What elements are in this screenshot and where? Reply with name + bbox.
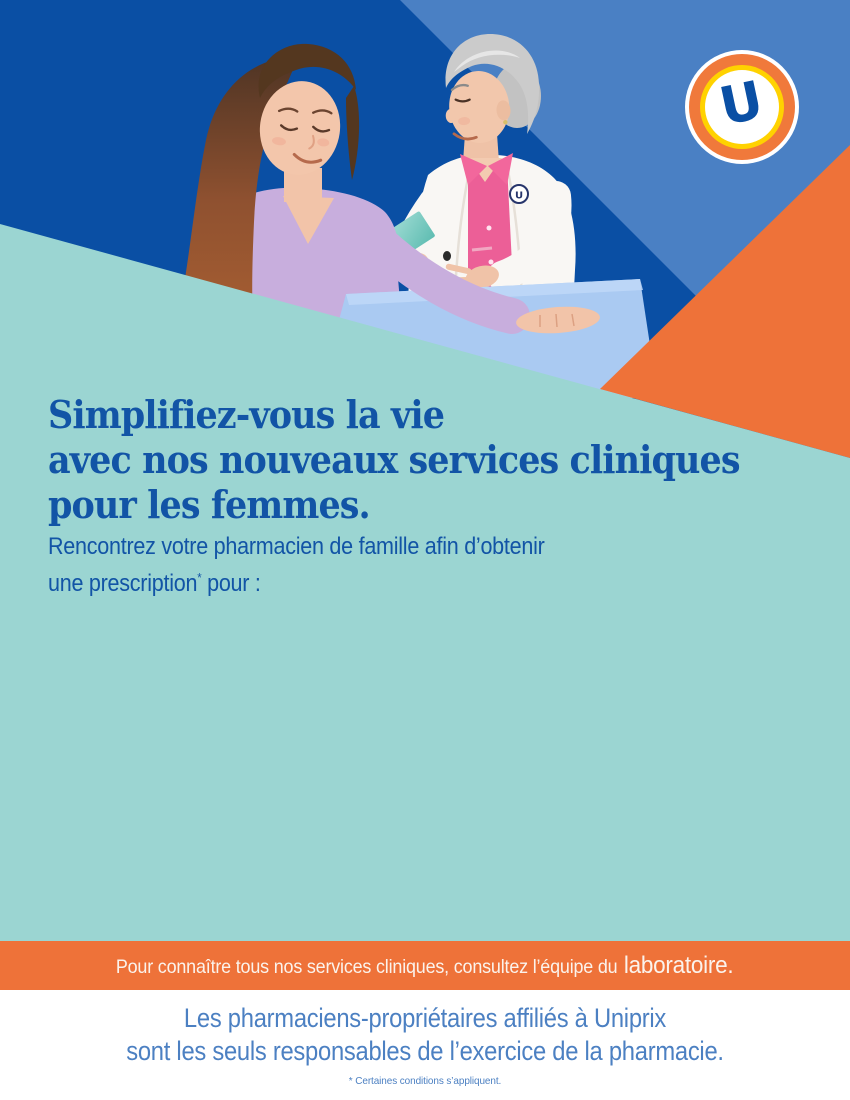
banner-text xyxy=(116,952,734,980)
uniprix-logo xyxy=(685,50,799,164)
coat-button xyxy=(443,251,451,261)
banner-text-main: Pour connaître tous nos services cliniques, consultez l’équipe du xyxy=(116,955,618,978)
uniprix-badge-pin xyxy=(510,185,528,203)
coat-pocket xyxy=(472,248,492,250)
logo-orange-ring xyxy=(689,54,795,160)
banner-text-emphasis: laboratoire. xyxy=(624,951,734,979)
page-title xyxy=(48,392,740,527)
asterisk-note-marker: * xyxy=(197,570,202,585)
headline-line-2: avec nos nouveaux services cliniques xyxy=(48,437,740,482)
services-banner xyxy=(0,941,850,990)
legal-footer xyxy=(0,990,850,1100)
conditions-note: * Certaines conditions s’appliquent. xyxy=(348,1075,502,1087)
headline-line-3: pour les femmes. xyxy=(48,482,370,527)
intro-text xyxy=(48,531,545,599)
legal-line-1: Les pharmaciens-propriétaires affiliés à Uniprix xyxy=(183,1003,667,1033)
intro-line-2: une prescription* pour : xyxy=(48,570,261,597)
logo-letter: U xyxy=(714,70,769,138)
headline-line-1: Simplifiez-vous la vie xyxy=(48,392,445,437)
legal-text xyxy=(51,1002,799,1068)
legal-line-2: sont les seuls responsables de l’exercice de la pharmacie. xyxy=(126,1036,724,1066)
logo-yellow-ring xyxy=(700,65,784,149)
logo-core xyxy=(705,70,779,144)
svg-text:U: U xyxy=(514,190,524,202)
intro-line-1: Rencontrez votre pharmacien de famille afin d’obtenir xyxy=(48,533,545,560)
